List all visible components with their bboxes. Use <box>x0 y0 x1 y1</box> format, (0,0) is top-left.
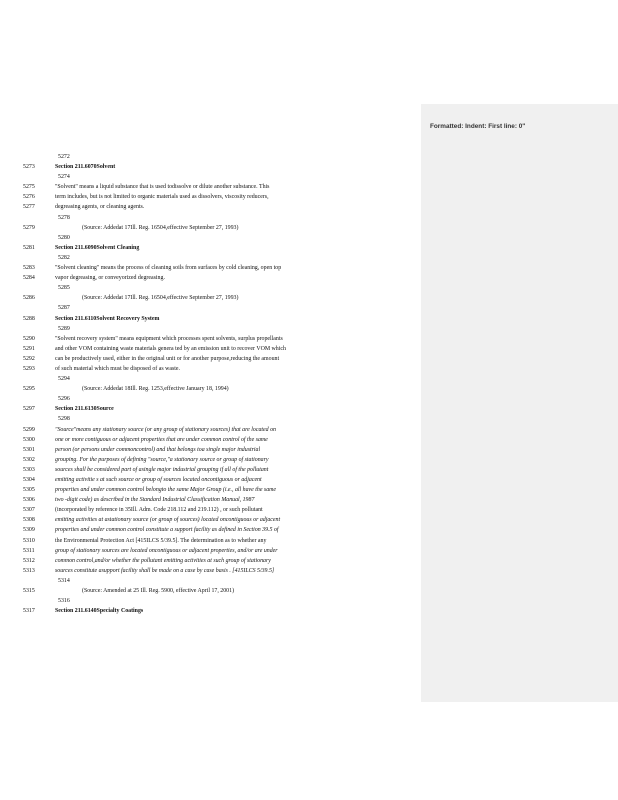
line-number: 5307 <box>23 507 35 514</box>
sub-line-number: 5289 <box>58 325 70 332</box>
document-line <box>0 192 421 202</box>
line-number: 5311 <box>23 547 35 554</box>
document-line <box>0 586 421 596</box>
document-line <box>0 324 421 334</box>
line-number: 5283 <box>23 265 35 272</box>
line-text: of such material which must be disposed of as waste. <box>55 365 180 372</box>
document-line <box>0 495 421 505</box>
document-line <box>0 354 421 364</box>
document-line <box>0 485 421 495</box>
document-line <box>0 536 421 546</box>
line-number: 5308 <box>23 517 35 524</box>
line-number: 5304 <box>23 477 35 483</box>
line-text: sources constitute asupport facility shall be made on a case by case basis . [415ILCS 5/39.5] <box>55 567 275 574</box>
document-line <box>0 435 421 445</box>
document-line <box>0 334 421 344</box>
document-line <box>0 364 421 374</box>
source-note: (Source: Addedat 17Ill. Reg. 16504,effective September 27, 1993) <box>82 295 239 302</box>
line-text: properties and under common control belongto the same Major Group (i.e., all have the same <box>55 487 277 494</box>
source-note: (Source: Amended at 25 Ill. Reg. 5900, effective April 17, 2001) <box>82 588 235 595</box>
line-number: 5279 <box>23 224 35 231</box>
document-line <box>0 162 421 172</box>
line-text: one or more contiguous or adjacent properties that are under common control of the same <box>55 436 268 443</box>
document-line <box>0 172 421 182</box>
section-heading: Section 211.6070Solvent <box>55 164 116 171</box>
line-number: 5288 <box>23 315 35 322</box>
source-note: (Source: Addedat 17Ill. Reg. 16504,effective September 27, 1993) <box>82 224 239 231</box>
formatting-note: Formatted: Indent: First line: 0" <box>430 123 526 130</box>
document-line <box>0 303 421 313</box>
document-body <box>0 152 421 616</box>
document-line <box>0 273 421 283</box>
document-line <box>0 566 421 576</box>
document-line <box>0 182 421 192</box>
line-number: 5305 <box>23 487 35 494</box>
line-number: 5297 <box>23 406 35 413</box>
sub-line-number: 5316 <box>58 598 70 605</box>
sub-line-number: 5282 <box>58 254 70 261</box>
line-number: 5277 <box>23 204 35 211</box>
section-heading: Section 211.6130Source <box>55 406 114 413</box>
line-number: 5276 <box>23 194 35 201</box>
document-line <box>0 515 421 525</box>
line-number: 5317 <box>23 608 35 615</box>
line-text: (incorporated by reference in 35Ill. Adm. Code 218.112 and 219.112) , or such pollutant <box>55 507 263 514</box>
sub-line-number: 5285 <box>58 285 70 292</box>
line-text: the Environmental Protection Act [415ILCS 5/39.5]. The determination as to whether any <box>55 537 267 544</box>
line-text: emitting activities at astationary source (or group of sources) located oncontiguous or adjacent <box>55 517 281 524</box>
sub-line-number: 5298 <box>58 416 70 423</box>
line-number: 5306 <box>23 497 35 504</box>
line-number: 5295 <box>23 386 35 393</box>
document-line <box>0 475 421 485</box>
sub-line-number: 5296 <box>58 396 70 403</box>
document-line <box>0 253 421 263</box>
line-number: 5293 <box>23 365 35 372</box>
line-number: 5315 <box>23 588 35 595</box>
line-text: "Solvent" means a liquid substance that is used todissolve or dilute another substance. This <box>55 184 270 191</box>
sub-line-number: 5294 <box>58 376 70 383</box>
source-note: (Source: Addedat 18Ill. Reg. 1253,effective January 18, 1994) <box>82 386 229 393</box>
line-text: and other VOM containing waste materials genera ted by an emission unit to recover VOM which <box>55 345 286 352</box>
section-heading: Section 211.6140Specialty Coatings <box>55 608 144 615</box>
line-number: 5299 <box>23 426 35 433</box>
line-text: "Solvent recovery system" means equipment which processes spent solvents, surplus propellants <box>55 335 283 342</box>
line-number: 5310 <box>23 537 35 544</box>
line-text: "Source"means any stationary source (or any group of stationary sources) that are located on <box>55 426 276 433</box>
line-text: can be productively used, either in the original unit or for another purpose,reducing the amount <box>55 355 280 362</box>
line-text: two -digit code) as described in the Standard Industrial Classification Manual, 1987 <box>55 497 255 504</box>
line-number: 5302 <box>23 456 35 463</box>
document-line <box>0 384 421 394</box>
sub-line-number: 5274 <box>58 174 70 181</box>
document-line <box>0 404 421 414</box>
document-line <box>0 455 421 465</box>
line-number: 5291 <box>23 345 35 352</box>
line-number: 5312 <box>23 557 35 564</box>
document-line <box>0 425 421 435</box>
line-number: 5273 <box>23 164 35 171</box>
line-number: 5281 <box>23 244 35 251</box>
document-line <box>0 223 421 233</box>
line-text: properties and under common control constitute a support facility as defined in Section 39.5 of <box>55 527 279 534</box>
document-line <box>0 596 421 606</box>
line-number: 5290 <box>23 335 35 342</box>
document-line <box>0 576 421 586</box>
document-line <box>0 465 421 475</box>
section-heading: Section 211.6090Solvent Cleaning <box>55 244 140 251</box>
section-heading: Section 211.6110Solvent Recovery System <box>55 315 160 322</box>
line-number: 5303 <box>23 466 35 473</box>
sub-line-number: 5314 <box>58 577 70 584</box>
document-line <box>0 546 421 556</box>
line-text: group of stationary sources are located oncontiguous or adjacent properties, and/or are under <box>55 547 278 554</box>
document-line <box>0 213 421 223</box>
document-line <box>0 283 421 293</box>
line-text: grouping. For the purposes of defining "source,"a stationary source or group of stationary <box>55 456 269 463</box>
line-number: 5286 <box>23 295 35 302</box>
document-line <box>0 505 421 515</box>
line-text: emitting activitie s at such source or group of sources located oncontiguous or adjacent <box>55 477 262 483</box>
document-line <box>0 556 421 566</box>
line-text: person (or persons under commoncontrol) and that belongs toa single major industrial <box>55 446 261 453</box>
document-line <box>0 344 421 354</box>
document-line <box>0 445 421 455</box>
document-line <box>0 152 421 162</box>
sub-line-number: 5287 <box>58 305 70 312</box>
document-line <box>0 394 421 404</box>
line-number: 5284 <box>23 275 35 282</box>
document-line <box>0 606 421 616</box>
document-line <box>0 263 421 273</box>
line-text: term includes, but is not limited to organic materials used as dissolvers, viscosity reducers, <box>55 194 269 201</box>
document-line <box>0 374 421 384</box>
document-line <box>0 233 421 243</box>
line-number: 5313 <box>23 567 35 574</box>
document-line <box>0 525 421 535</box>
line-text: sources shall be considered part of asingle major industrial grouping if all of the pollutant <box>55 466 269 473</box>
line-number: 5309 <box>23 527 35 534</box>
line-number: 5300 <box>23 436 35 443</box>
line-number: 5275 <box>23 184 35 191</box>
document-line <box>0 293 421 303</box>
line-text: degreasing agents, or cleaning agents. <box>55 204 145 211</box>
sub-line-number: 5278 <box>58 214 70 221</box>
sub-line-number: 5272 <box>58 154 70 160</box>
document-line <box>0 243 421 253</box>
document-line <box>0 314 421 324</box>
line-text: "Solvent cleaning" means the process of cleaning soils from surfaces by cold cleaning, open top <box>55 265 282 272</box>
line-number: 5292 <box>23 355 35 362</box>
comment-sidebar <box>421 104 618 702</box>
line-text: vapor degreasing, or conveyorized degreasing. <box>55 275 165 282</box>
document-line <box>0 202 421 212</box>
document-line <box>0 414 421 424</box>
line-text: common control,and/or whether the pollutant emitting activities at such group of stationary <box>55 557 271 564</box>
line-number: 5301 <box>23 446 35 453</box>
sub-line-number: 5280 <box>58 234 70 241</box>
